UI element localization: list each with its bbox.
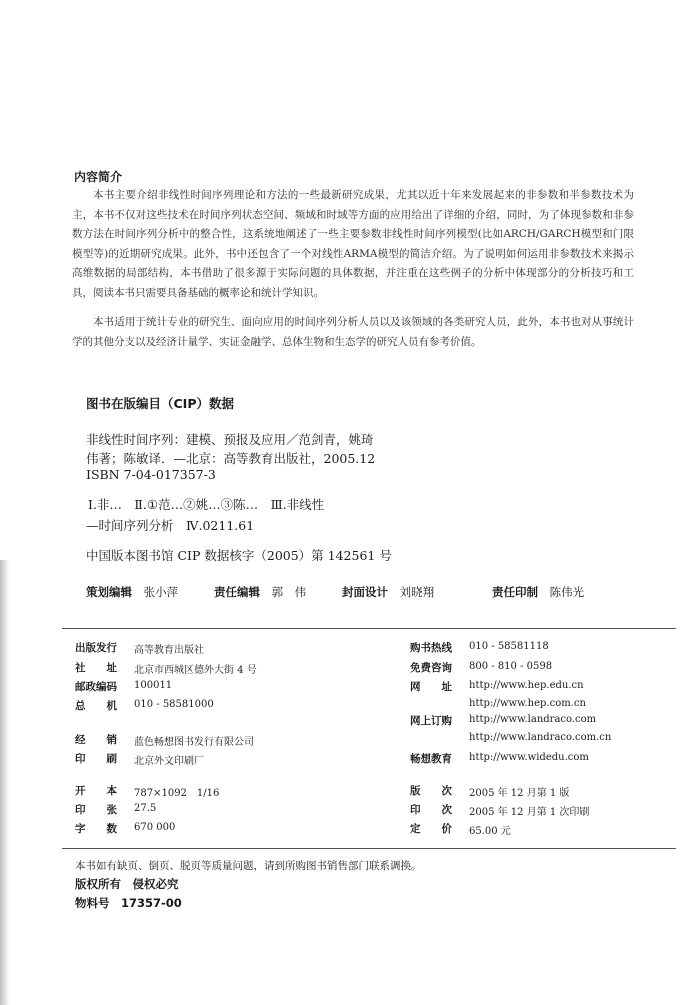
editor-value: 刘晓翔 [399, 585, 435, 599]
info-label: 定 价 [410, 823, 452, 835]
info-label: 印 次 [410, 804, 452, 816]
info-value: 010 - 58581000 [134, 699, 214, 710]
info-label: 印 刷 [75, 753, 117, 765]
cip-title: 图书在版编目（CIP）数据 [86, 396, 234, 411]
editor-value: 张小萍 [143, 585, 179, 599]
info-value: 787×1092 1/16 [134, 788, 220, 799]
info-value: 670 000 [134, 822, 176, 833]
info-value: http://www.landraco.com.cn [469, 732, 612, 743]
editor-label: 策划编辑 [86, 585, 132, 599]
info-label: 购书热线 [410, 642, 452, 654]
info-value: 2005 年 12 月第 1 版 [469, 788, 570, 799]
info-label: 总 机 [75, 700, 117, 712]
info-label: 字 数 [75, 823, 117, 835]
material-number: 物料号 17357-00 [75, 896, 182, 910]
info-value: 北京市西城区德外大街 4 号 [134, 665, 257, 676]
page-edge-shadow [0, 560, 10, 1005]
cip-book-line-2: 伟著；陈敏译．—北京：高等教育出版社，2005.12 [86, 451, 376, 466]
editor-label: 封面设计 [342, 585, 388, 599]
cip-classification-line-2: —时间序列分析 Ⅳ.0211.61 [86, 518, 255, 533]
info-value: 800 - 810 - 0598 [469, 661, 553, 672]
divider-top [62, 628, 676, 629]
info-value: 2005 年 12 月第 1 次印刷 [469, 807, 590, 818]
info-value: 010 - 58581118 [469, 641, 549, 652]
info-value: 100011 [134, 680, 173, 691]
info-label: 邮政编码 [75, 681, 117, 693]
cip-classification-line-1: Ⅰ.非… Ⅱ.①范…②姚…③陈… Ⅲ.非线性 [88, 497, 325, 512]
info-label: 免费咨询 [410, 662, 452, 674]
editor-value: 郭 伟 [271, 585, 307, 599]
info-value: 北京外文印刷厂 [134, 756, 204, 767]
cip-isbn: ISBN 7-04-017357-3 [86, 467, 216, 482]
info-value: http://www.landraco.com [469, 714, 597, 725]
editor-responsible [214, 584, 306, 600]
editor-label: 责任编辑 [214, 585, 260, 599]
divider-bottom [62, 848, 676, 849]
info-label: 印 张 [75, 804, 117, 816]
info-label: 网 址 [410, 681, 452, 693]
cip-check-number: 中国版本图书馆 CIP 数据核字（2005）第 142561 号 [86, 548, 392, 563]
info-label: 版 次 [410, 785, 452, 797]
info-value: http://www.widedu.com [469, 752, 589, 763]
intro-heading: 内容简介 [74, 170, 123, 184]
editor-planning [86, 584, 178, 600]
info-label: 经 销 [75, 734, 117, 746]
cip-book-line-1: 非线性时间序列：建模、预报及应用／范剑青，姚琦 [86, 432, 374, 447]
editor-cover-design [342, 584, 434, 600]
editor-label: 责任印制 [492, 585, 538, 599]
info-label: 出版发行 [75, 642, 117, 654]
info-value: 27.5 [134, 803, 157, 814]
editor-value: 陈伟光 [549, 585, 585, 599]
info-value: http://www.hep.edu.cn [469, 680, 584, 691]
quality-notice: 本书如有缺页、倒页、脱页等质量问题，请到所购图书销售部门联系调换。 [75, 860, 422, 872]
copyright-notice: 版权所有 侵权必究 [75, 877, 179, 891]
info-label: 社 址 [75, 662, 117, 674]
info-label: 开 本 [75, 785, 117, 797]
info-label: 网上订购 [410, 715, 452, 727]
info-label: 畅想教育 [410, 753, 452, 765]
editor-printing [492, 584, 584, 600]
info-value: 65.00 元 [469, 826, 511, 837]
info-value: http://www.hep.com.cn [469, 698, 586, 709]
info-value: 蓝色畅想图书发行有限公司 [134, 737, 254, 748]
info-value: 高等教育出版社 [134, 645, 204, 656]
intro-paragraph-1: 本书主要介绍非线性时间序列理论和方法的一些最新研究成果，尤其以近十年来发展起来的非参数和半参数技术为主，本书不仅对这些技术在时间序列状态空间、频域和时域等方面的应用给出了详细的介绍，同时，为了体现参数和非参数方法在时间序列分析中的整合性，这系统地阐述了一些主要参数非线性时间序列模型(比如ARCH/GARCH模型和门限模型等)的近期研究成果。此外，书中还包含了一个对线性ARMA模型的简洁介绍。为了说明如何运用非参数技术来揭示高维数据的局部结构，本书借助了很多源于实际问题的具体数据，并注重在这些例子的分析中体现部分的分析技巧和工具，阅读本书只需要具备基础的概率论和统计学知识。 [72, 189, 634, 299]
intro-paragraph-2: 本书适用于统计专业的研究生、面向应用的时间序列分析人员以及该领域的各类研究人员，此外，本书也对从事统计学的其他分支以及经济计量学、实证金融学、总体生物和生态学的研究人员有参考价值。 [72, 316, 634, 348]
